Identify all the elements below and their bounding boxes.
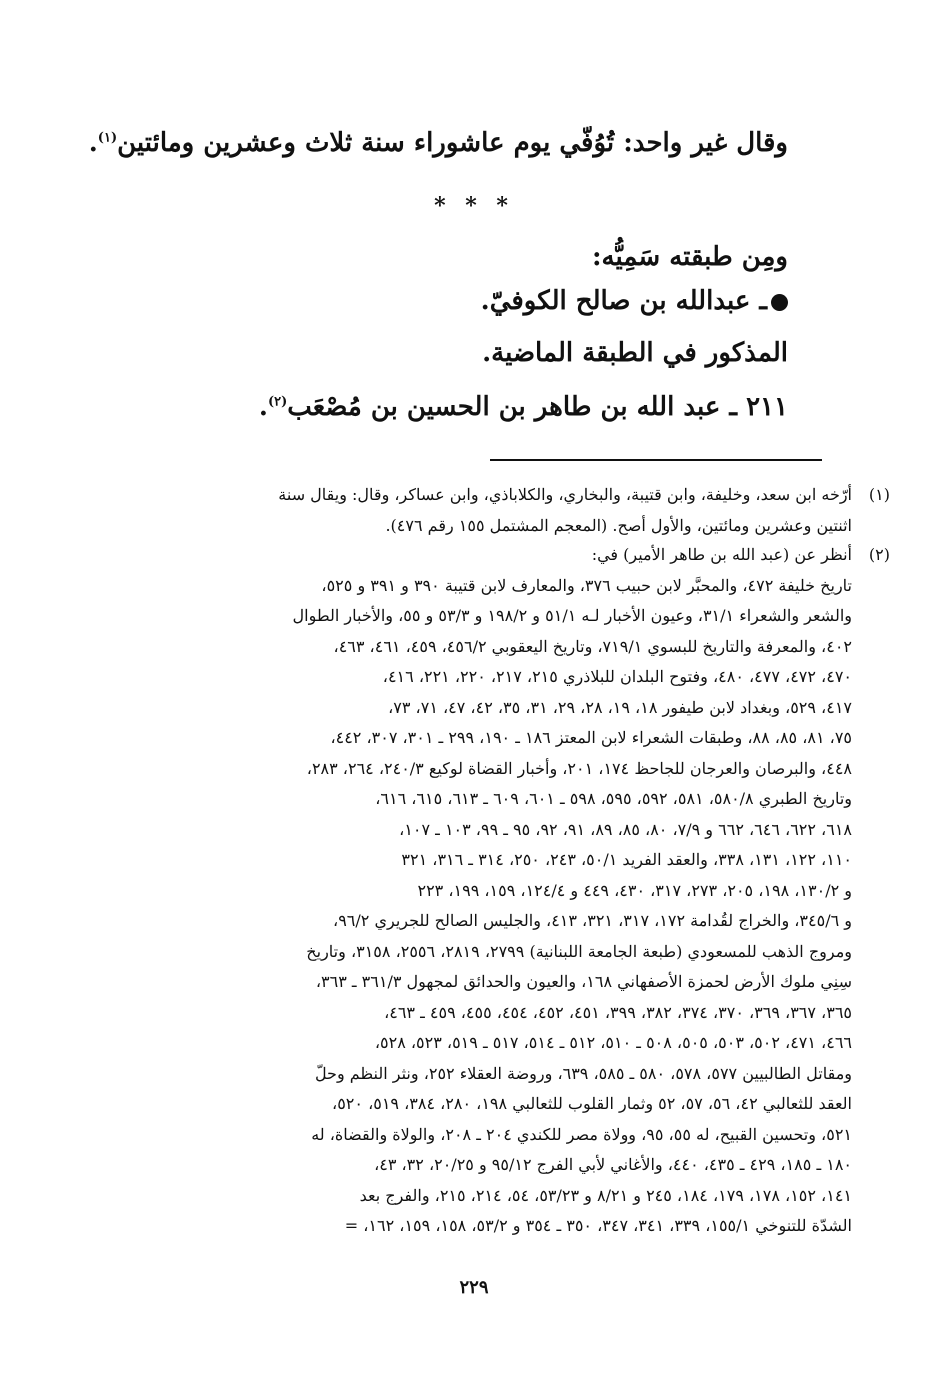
- footnote-2-line: ١٨٠ ـ ١٨٥، ٤٢٩ ـ ٤٣٥، ٤٤٠، والأغاني لأبي الفرج ٩٥/١٢ و ٢٠/٢٥، ٣٢، ٤٣،: [374, 1155, 852, 1174]
- death-date-line: [89, 128, 788, 158]
- footnote-2-line: أنظر عن (عبد الله بن طاهر الأمير) في:: [591, 545, 852, 564]
- footnote-2-line: ٥٢١، وتحسين القبيح، له ٥٥، ٩٥، وولاة مصر للكندي ٢٠٤ ـ ٢٠٨، والولاة والقضاة، له: [311, 1124, 852, 1144]
- bullet-entry-text: ـ عبدالله بن صالح الكوفيّ.: [480, 286, 767, 316]
- footnote-2-line: ٤٠٢، والمعرفة والتاريخ للبسوي ٧١٩/١، وتاريخ اليعقوبي ٤٥٦/٢، ٤٥٩، ٤٦١، ٤٦٣،: [333, 636, 852, 656]
- footnote-2-line: ٦١٨، ٦٢٢، ٦٤٦، ٦٦٢ و ٧/٩، ٨٠، ٨٥، ٨٩، ٩١، ٩٢، ٩٥ ـ ٩٩، ١٠٣ ـ ١٠٧،: [399, 819, 852, 839]
- footnote-2-line: و ٣٤٥/٦، والخراج لقُدامة ١٧٢، ٣١٧، ٣٢١، ٤١٣، والجليس الصالح للجريري ٩٦/٢،: [333, 911, 852, 930]
- footnote-1: [132, 480, 890, 541]
- footnote-1-line: اثنتين وعشرين ومائتين، والأول أصح. (المعجم المشتمل ١٥٥ رقم ٤٧٦).: [385, 515, 852, 535]
- same-name-heading: ومِن طبقته سَمِيُّه:: [591, 242, 788, 272]
- entry-heading-text: ٢١١ ـ عبد الله بن طاهر بن الحسين بن مُصْعَب: [287, 392, 788, 422]
- footnote-2-line: والشعر والشعراء ٣١/١، وعيون الأخبار لـه ٥١/١ و ١٩٨/٢ و ٥٣/٣ و ٥٥، والأخبار الطوال: [292, 606, 852, 625]
- entry-heading-end: .: [258, 392, 268, 422]
- footnote-2-line: ٤٦٦، ٤٧١، ٥٠٢، ٥٠٣، ٥٠٥، ٥٠٨ ـ ٥١٠، ٥١٢ ـ ٥١٤، ٥١٧ ـ ٥١٩، ٥٢٣، ٥٢٨،: [374, 1033, 852, 1052]
- footnote-2-line: ومروج الذهب للمسعودي (طبعة الجامعة اللبنانية) ٢٧٩٩، ٢٨١٩، ٢٥٥٦، ٣١٥٨، وتاريخ: [306, 941, 852, 961]
- footnote-2-marker: (٢): [868, 545, 890, 564]
- footnote-2-line: تاريخ خليفة ٤٧٢، والمحبَّر لابن حبيب ٣٧٦، والمعارف لابن قتيبة ٣٩٠ و ٣٩١ و ٥٢٥،: [321, 575, 852, 595]
- footnote-2: [132, 540, 890, 1242]
- footnote-2-line: ومقاتل الطالبيين ٥٧٧، ٥٧٨، ٥٨٠ ـ ٥٨٥، ٦٣٩، وروضة العقلاء ٢٥٢، ونثر النظم وحلّ: [314, 1063, 852, 1083]
- footnote-2-line: ٤٧٠، ٤٧٢، ٤٧٧، ٤٨٠، وفتوح البلدان للبلاذري ٢١٥، ٢١٧، ٢٢٠، ٢٢١، ٤١٦،: [382, 667, 852, 686]
- entry-heading-211: [259, 392, 788, 422]
- footnote-ref-1[interactable]: (١): [97, 130, 118, 146]
- footnote-2-line: ١١٠، ١٢٢، ١٣١، ٣٣٨، والعقد الفريد ٥٠/١، ٢٤٣، ٢٥٠، ٣١٤ ـ ٣١٦، ٣٢١: [401, 850, 852, 869]
- footnote-1-marker: (١): [868, 485, 890, 504]
- death-date-text: وقال غير واحد: تُوُفّي يوم عاشوراء سنة ثلاث وعشرين ومائتين: [117, 128, 788, 158]
- footnote-1-line: أرّخه ابن سعد، وخليفة، وابن قتيبة، والبخاري، والكلاباذي، وابن عساكر، وقال: ويقال سنة: [278, 485, 852, 504]
- footnote-2-line: الشدّة للتنوخي ١٥٥/١، ٣٣٩، ٣٤١، ٣٤٧، ٣٥٠ ـ ٣٥٤ و ٥٣/٢، ١٥٨، ١٥٩، ١٦٢، =: [344, 1216, 852, 1235]
- footnote-2-line: ٤٤٨، والبرصان والعرجان للجاحظ ١٧٤، ٢٠١، وأخبار القضاة لوكيع ٢٤٠/٣، ٢٦٤، ٢٨٣،: [306, 758, 852, 778]
- footnote-divider: [490, 459, 822, 461]
- footnote-2-line: ٤١٧، ٥٢٩، وبغداد لابن طيفور ١٨، ١٩، ٢٨، ٢٩، ٣١، ٣٥، ٤٢، ٤٧، ٧١، ٧٣،: [388, 697, 852, 717]
- footnote-2-line: سِنِي ملوك الأرض لحمزة الأصفهاني ١٦٨، والعيون والحدائق لمجهول ٣٦١/٣ ـ ٣٦٣،: [315, 972, 852, 991]
- page-number: ٢٢٩: [459, 1277, 489, 1298]
- previous-layer-note: المذكور في الطبقة الماضية.: [482, 338, 788, 368]
- footnote-2-line: ١٤١، ١٥٢، ١٧٨، ١٧٩، ١٨٤، ٢٤٥ و ٨/٢١ و ٥٣/٢٣، ٥٤، ٢١٤، ٢١٥، والفرج بعد: [359, 1185, 852, 1205]
- bullet-icon: [771, 294, 788, 311]
- bullet-entry: [481, 286, 788, 316]
- footnote-2-line: العقد للثعالبي ٤٢، ٥٦، ٥٧، ٥٢ وثمار القلوب للثعالبي ١٩٨، ٢٨٠، ٣٨٤، ٥١٩، ٥٢٠،: [332, 1094, 852, 1113]
- footnote-2-line: ٣٦٥، ٣٦٧، ٣٦٩، ٣٧٠، ٣٧٤، ٣٨٢، ٣٩٩، ٤٥١، ٤٥٢، ٤٥٤، ٤٥٥، ٤٥٩ ـ ٤٦٣،: [384, 1002, 852, 1022]
- death-date-end: .: [88, 128, 98, 158]
- footnote-2-line: و ١٣٠/٢، ١٩٨، ٢٠٥، ٢٧٣، ٣١٧، ٤٣٠، ٤٤٩ و ١٢٤/٤، ١٥٩، ١٩٩، ٢٢٣: [417, 880, 852, 900]
- section-separator: * * *: [434, 193, 514, 219]
- footnote-ref-2[interactable]: (٢): [267, 394, 288, 410]
- footnote-2-line: ٧٥، ٨١، ٨٥، ٨٨، وطبقات الشعراء لابن المعتز ١٨٦ ـ ١٩٠، ٢٩٩ ـ ٣٠١، ٣٠٧، ٤٤٢،: [330, 728, 852, 747]
- footnote-2-line: وتاريخ الطبري ٥٨٠/٨، ٥٨١، ٥٩٢، ٥٩٥، ٥٩٨ ـ ٦٠١، ٦٠٩ ـ ٦١٣، ٦١٥، ٦١٦،: [375, 789, 852, 808]
